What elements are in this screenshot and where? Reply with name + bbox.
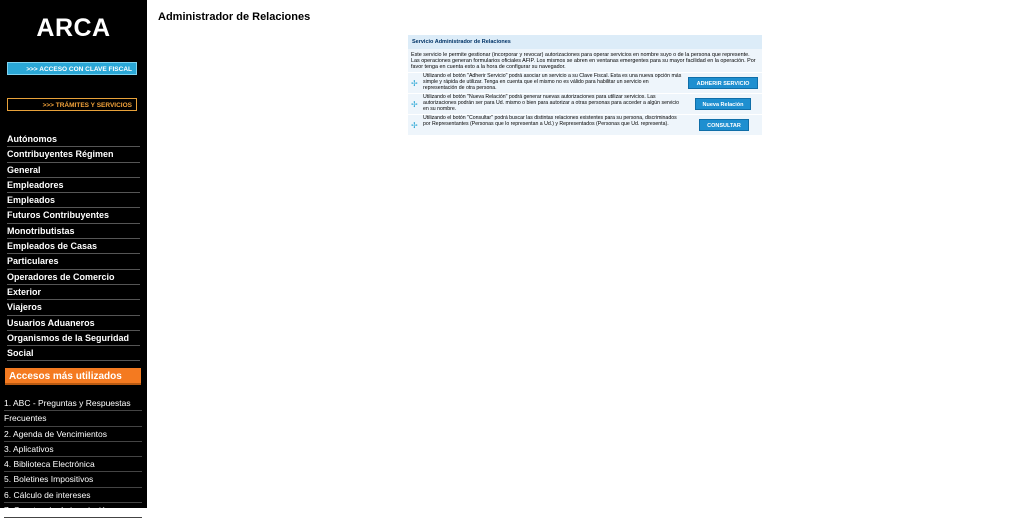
sidebar-item-empleados[interactable]: Empleados [7,193,140,208]
sidebar-item-exterior[interactable]: Exterior [7,285,140,300]
accesos-list [4,396,142,518]
sidebar-item-particulares[interactable]: Particulares [7,254,140,269]
sidebar-item-contribuyentes-regimen[interactable]: Contribuyentes Régimen [7,147,140,162]
accesos-header: Accesos más utilizados [5,368,141,385]
accesos-item[interactable]: 7. Constancia de inscripción [4,503,142,518]
option-description: Utilizando el botón "Nueva Relación" podrá generar nuevas autorizaciones para utilizar servicios. Las autorizaciones podrán ser para Ud. mismo o bien para autorizar a otras personas para acceder a algún servicio en su nombre. [423,94,680,112]
option-row-adherir [408,73,762,93]
tramites-servicios-button[interactable]: >>> TRÁMITES Y SERVICIOS [7,98,137,111]
accesos-item[interactable]: 5. Boletines Impositivos [4,472,142,487]
accesos-item[interactable]: 1. ABC - Preguntas y Respuestas [4,396,142,411]
sidebar-item-usuarios-aduaneros[interactable]: Usuarios Aduaneros [7,316,140,331]
sidebar-item-autonomos[interactable]: Autónomos [7,132,140,147]
consultar-button[interactable]: CONSULTAR [699,119,749,131]
option-row-nueva-relacion [408,94,762,114]
nueva-relacion-button[interactable]: Nueva Relación [695,98,751,110]
relaciones-panel [408,35,762,135]
accesos-item[interactable]: 6. Cálculo de intereses [4,488,142,503]
accesos-item[interactable]: 2. Agenda de Vencimientos [4,427,142,442]
acceso-clave-fiscal-button[interactable]: >>> ACCESO CON CLAVE FISCAL [7,62,137,75]
page-title: Administrador de Relaciones [158,11,311,23]
crosshair-icon: ✢ [411,100,418,109]
panel-header: Servicio Administrador de Relaciones [408,35,762,49]
sidebar-item-empleados-casas[interactable]: Empleados de Casas [7,239,140,254]
accesos-item[interactable]: Frecuentes [4,411,142,426]
crosshair-icon: ✢ [411,121,418,130]
accesos-item[interactable]: 3. Aplicativos [4,442,142,457]
option-description: Utilizando el botón "Consultar" podrá buscar las distintas relaciones existentes para su persona, discriminados por Representantes (Personas que lo representan a Ud.) y Representados (Personas que Ud. representa). [423,115,677,127]
panel-intro: Este servicio le permite gestionar (incorporar y revocar) autorizaciones para operar servicios en nombre suyo o de la persona que represente. Las operaciones generan formularios oficiales AFIP. Los mismos se abren en ventanas emergentes para su mayor facilidad en la operación. Por favor tenga en cuenta esto a la hora de configurar su navegador. [408,49,762,72]
accesos-item[interactable]: 4. Biblioteca Electrónica [4,457,142,472]
crosshair-icon: ✢ [411,79,418,88]
sidebar-item-social[interactable]: Social [7,346,140,361]
option-description: Utilizando el botón "Adherir Servicio" podrá asociar un servicio a su Clave Fiscal. Esta es una nueva opción más simple y rápida de utilizar. Tenga en cuenta que el mismo no es válido para habilitar un servicio en representación de otra persona. [423,73,682,91]
option-row-consultar [408,115,762,135]
adherir-servicio-button[interactable]: ADHERIR SERVICIO [688,77,758,89]
sidebar-nav [7,132,140,361]
sidebar-item-organismos-seguridad[interactable]: Organismos de la Seguridad [7,331,140,346]
sidebar-item-monotributistas[interactable]: Monotributistas [7,224,140,239]
sidebar-item-empleadores[interactable]: Empleadores [7,178,140,193]
sidebar [0,0,147,516]
sidebar-item-futuros-contribuyentes[interactable]: Futuros Contribuyentes [7,208,140,223]
sidebar-item-viajeros[interactable]: Viajeros [7,300,140,315]
sidebar-item-general[interactable]: General [7,163,140,178]
arca-logo[interactable]: ARCA [36,14,111,42]
sidebar-item-operadores-comercio[interactable]: Operadores de Comercio [7,270,140,285]
